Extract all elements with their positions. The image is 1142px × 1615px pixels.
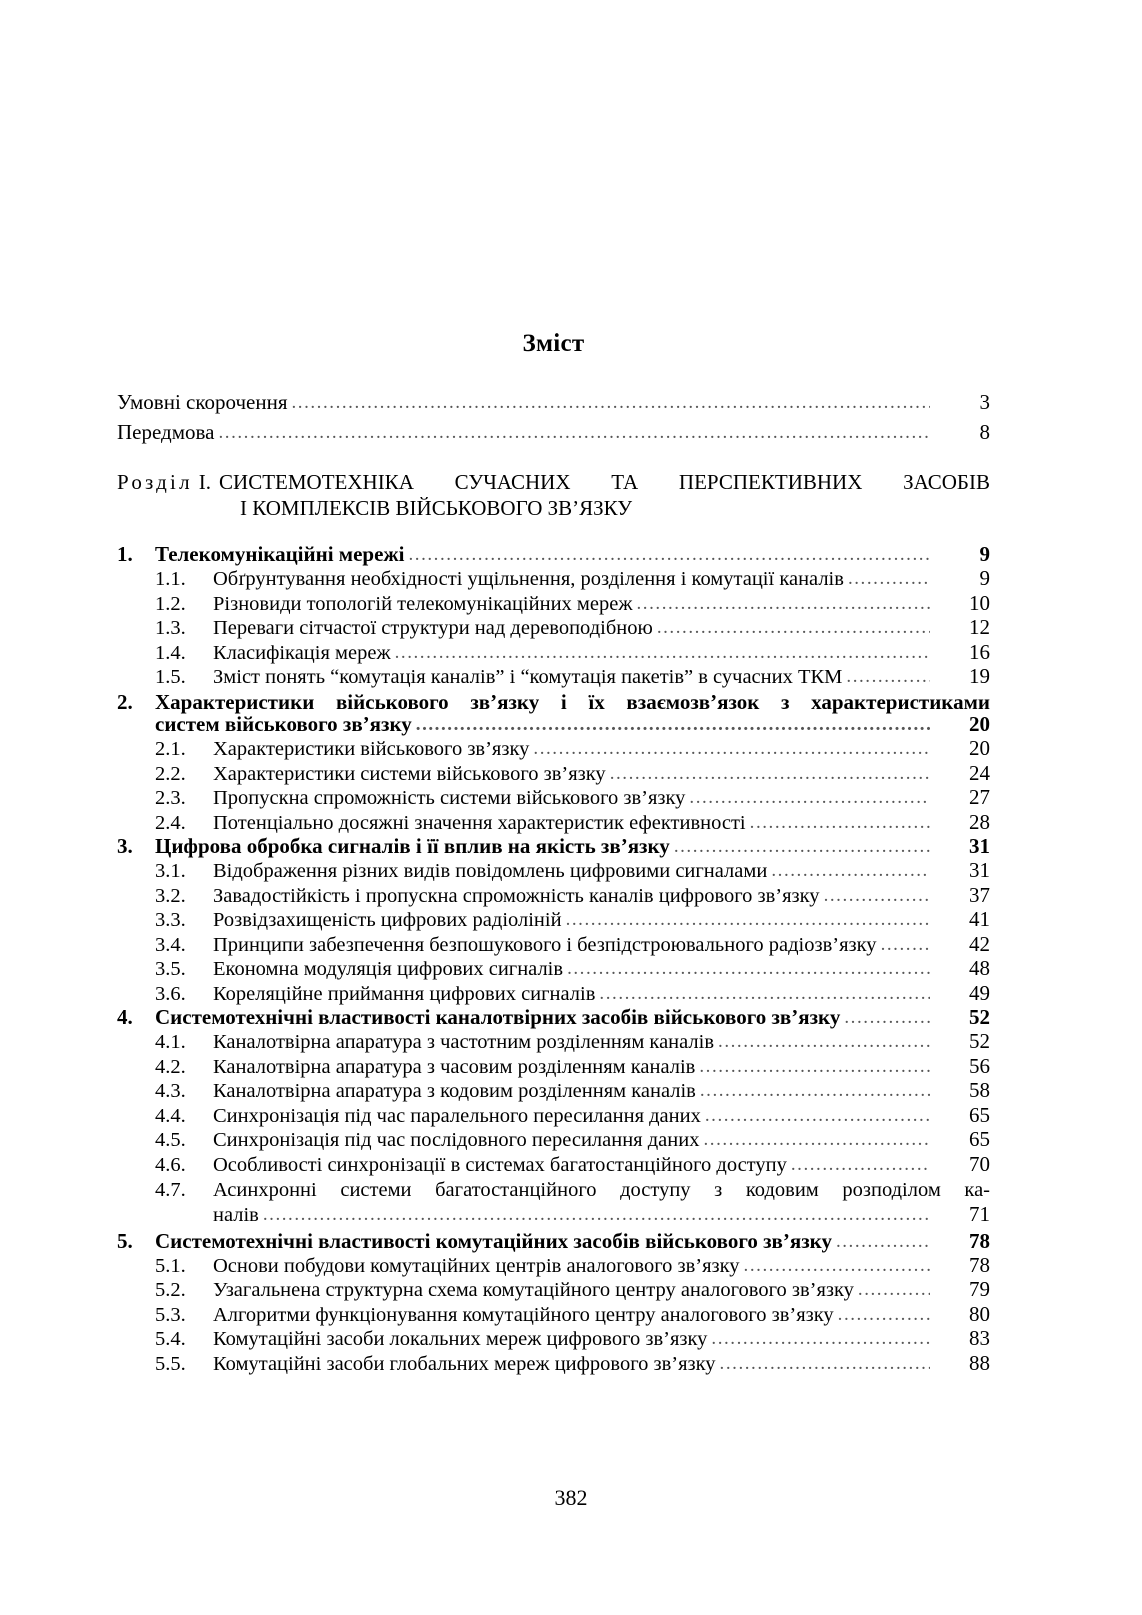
section-number: 4.6. xyxy=(155,1153,186,1176)
toc-entry-page: 3 xyxy=(979,389,990,414)
dot-leader xyxy=(637,593,931,614)
section-label: Відображення різних видів повідомлень цифровими сигналами xyxy=(213,860,768,883)
toc-section[interactable] xyxy=(117,1350,990,1375)
dot-leader xyxy=(771,860,930,881)
dot-leader xyxy=(744,1255,930,1276)
section-number: 5.3. xyxy=(155,1303,186,1326)
section-page: 78 xyxy=(969,1252,990,1277)
dot-leader xyxy=(699,1056,930,1077)
section-label: Каналотвірна апаратура з частотним розділенням каналів xyxy=(213,1031,715,1054)
section-page: 12 xyxy=(969,615,990,640)
dot-leader xyxy=(416,713,930,734)
part-kicker: Розділ xyxy=(117,469,193,494)
section-page: 16 xyxy=(969,639,990,664)
chapter-title-line-2 xyxy=(117,714,990,735)
section-number: 4.7. xyxy=(155,1179,186,1202)
dot-leader xyxy=(848,568,930,589)
dot-leader xyxy=(711,1328,930,1349)
chapter-number: 4. xyxy=(117,1005,133,1030)
chapter-page: 78 xyxy=(969,1228,990,1253)
section-page: 10 xyxy=(969,590,990,615)
section-number: 1.4. xyxy=(155,641,186,664)
toc-section[interactable] xyxy=(117,1102,990,1127)
chapter-number: 2. xyxy=(117,689,133,714)
section-number: 2.4. xyxy=(155,811,186,834)
section-page: 28 xyxy=(969,809,990,834)
section-number: 5.2. xyxy=(155,1279,186,1302)
section-label: Характеристики системи військового зв’язку xyxy=(213,762,606,785)
section-page: 71 xyxy=(969,1202,990,1227)
toc-content xyxy=(117,330,990,1377)
toc-chapter[interactable] xyxy=(117,1228,990,1253)
chapter-label-cont: систем військового зв’язку xyxy=(155,712,412,737)
dot-leader xyxy=(705,1105,930,1126)
dot-leader xyxy=(533,738,930,759)
section-page: 56 xyxy=(969,1053,990,1078)
toc-section[interactable] xyxy=(117,568,990,590)
section-page: 70 xyxy=(969,1151,990,1176)
toc-chapter[interactable] xyxy=(117,691,990,736)
chapter-label: Системотехнічні властивості каналотвірних засобів військового зв’язку xyxy=(155,1005,841,1030)
section-number: 2.1. xyxy=(155,738,186,761)
section-label: Пропускна спроможність системи військового зв’язку xyxy=(213,787,686,810)
dot-leader xyxy=(291,391,930,412)
chapter-title-line-1 xyxy=(117,691,990,715)
dot-leader xyxy=(838,1304,930,1325)
section-number: 3.3. xyxy=(155,909,186,932)
section-number: 1.3. xyxy=(155,617,186,640)
dot-leader xyxy=(720,1353,930,1374)
dot-leader xyxy=(791,1154,930,1175)
section-label: Каналотвірна апаратура з кодовим розділенням каналів xyxy=(213,1080,696,1103)
section-number: 5.1. xyxy=(155,1254,186,1277)
section-page: 58 xyxy=(969,1078,990,1103)
toc-chapter[interactable] xyxy=(117,836,990,857)
dot-leader xyxy=(657,617,930,638)
toc-section[interactable] xyxy=(117,666,990,688)
toc-entry-label: Передмова xyxy=(117,419,215,444)
toc-section[interactable] xyxy=(117,760,990,785)
section-page: 65 xyxy=(969,1127,990,1152)
section-page: 49 xyxy=(969,980,990,1005)
chapter-label: Системотехнічні властивості комутаційних засобів військового зв’язку xyxy=(155,1228,832,1253)
section-number: 4.5. xyxy=(155,1129,186,1152)
section-label: Завадостійкість і пропускна спроможність каналів цифрового зв’язку xyxy=(213,884,820,907)
section-page: 37 xyxy=(969,882,990,907)
toc-section[interactable] xyxy=(117,1301,990,1326)
section-label: Принципи забезпечення безпошукового і безпідстроювального радіозв’язку xyxy=(213,933,877,956)
section-number: 4.4. xyxy=(155,1104,186,1127)
dot-leader xyxy=(567,958,930,979)
section-number: 1.5. xyxy=(155,666,186,689)
section-label: Класифікація мереж xyxy=(213,641,391,664)
section-label: Алгоритми функціонування комутаційного центру аналогового зв’язку xyxy=(213,1303,834,1326)
dot-leader xyxy=(824,885,930,906)
section-label: Зміст понять “комутація каналів” і “комутація пакетів” в сучасних ТКМ xyxy=(213,666,843,689)
dot-leader xyxy=(881,934,930,955)
section-label: Асинхронні системи багатостанційного доступу з кодовим розподілом ка- xyxy=(213,1179,990,1202)
part-heading xyxy=(117,469,990,523)
dot-leader xyxy=(718,1031,930,1052)
page-footer: 382 xyxy=(554,1485,588,1510)
chapter-page: 20 xyxy=(969,712,990,737)
dot-leader xyxy=(844,1006,930,1027)
section-page: 20 xyxy=(969,736,990,761)
dot-leader xyxy=(566,909,930,930)
section-number: 5.5. xyxy=(155,1352,186,1375)
toc-section[interactable] xyxy=(117,1080,990,1102)
chapter-label: Характеристики військового зв’язку і їх взаємозв’язок з характеристиками xyxy=(155,689,990,714)
section-page: 83 xyxy=(969,1326,990,1351)
part-roman-numeral: I. xyxy=(198,469,212,494)
section-label: Узагальнена структурна схема комутаційного центру аналогового зв’язку xyxy=(213,1279,854,1302)
section-page: 42 xyxy=(969,931,990,956)
toc-entry-front-matter[interactable] xyxy=(117,389,990,414)
chapter-label: Цифрова обробка сигналів і її вплив на якість зв’язку xyxy=(155,834,670,859)
section-page: 52 xyxy=(969,1029,990,1054)
section-label: Комутаційні засоби локальних мереж цифрового зв’язку xyxy=(213,1328,708,1351)
section-label: Каналотвірна апаратура з часовим розділенням каналів xyxy=(213,1055,696,1078)
section-page: 48 xyxy=(969,956,990,981)
section-label: Потенціально досяжні значення характеристик ефективності xyxy=(213,811,746,834)
section-title-line-2 xyxy=(117,1202,990,1227)
dot-leader xyxy=(263,1202,930,1226)
section-number: 2.2. xyxy=(155,762,186,785)
section-number: 4.3. xyxy=(155,1080,186,1103)
dot-leader xyxy=(395,642,930,663)
chapter-page: 52 xyxy=(969,1005,990,1030)
section-label: Синхронізація під час паралельного пересилання даних xyxy=(213,1104,701,1127)
toc-section[interactable] xyxy=(117,590,990,615)
toc-section[interactable] xyxy=(117,1053,990,1078)
section-number: 1.2. xyxy=(155,592,186,615)
section-label: Переваги сітчастої структури над деревоподібною xyxy=(213,617,653,640)
section-number: 4.1. xyxy=(155,1031,186,1054)
toc-section[interactable] xyxy=(117,738,990,760)
part-heading-line-2: І КОМПЛЕКСІВ ВІЙСЬКОВОГО ЗВ’ЯЗКУ xyxy=(240,496,633,521)
dot-leader xyxy=(836,1230,930,1251)
section-page: 19 xyxy=(969,664,990,689)
toc-chapter[interactable] xyxy=(117,544,990,565)
section-title-line-1 xyxy=(117,1178,990,1202)
section-label: Економна модуляція цифрових сигналів xyxy=(213,958,564,981)
toc-section[interactable] xyxy=(117,980,990,1005)
section-number: 3.4. xyxy=(155,933,186,956)
toc-section[interactable] xyxy=(117,787,990,809)
toc-section[interactable] xyxy=(117,617,990,639)
section-page: 80 xyxy=(969,1301,990,1326)
toc-chapter[interactable] xyxy=(117,1007,990,1028)
toc-entry-front-matter[interactable] xyxy=(117,419,990,444)
toc-section[interactable] xyxy=(117,882,990,907)
section-label: Комутаційні засоби глобальних мереж цифрового зв’язку xyxy=(213,1352,716,1375)
section-number: 2.3. xyxy=(155,787,186,810)
toc-section[interactable] xyxy=(117,1151,990,1176)
chapter-number: 3. xyxy=(117,834,133,859)
section-number: 3.6. xyxy=(155,982,186,1005)
toc-section[interactable] xyxy=(117,909,990,931)
section-page: 41 xyxy=(969,907,990,932)
dot-leader xyxy=(674,835,930,856)
chapter-page: 9 xyxy=(979,542,990,567)
section-number: 3.1. xyxy=(155,860,186,883)
dot-leader xyxy=(218,421,930,442)
toc-section[interactable] xyxy=(117,1252,990,1277)
dot-leader xyxy=(610,763,930,784)
section-label: Синхронізація під час послідовного пересилання даних xyxy=(213,1129,700,1152)
section-page: 31 xyxy=(969,858,990,883)
chapter-number: 1. xyxy=(117,542,133,567)
dot-leader xyxy=(858,1279,930,1300)
section-page: 79 xyxy=(969,1277,990,1302)
dot-leader xyxy=(703,1129,930,1150)
section-number: 5.4. xyxy=(155,1328,186,1351)
dot-leader xyxy=(599,983,930,1004)
toc-section[interactable] xyxy=(117,1031,990,1053)
toc-section[interactable] xyxy=(117,809,990,834)
dot-leader xyxy=(750,812,930,833)
page-title: Зміст xyxy=(522,330,585,357)
section-label: Особливості синхронізації в системах багатостанційного доступу xyxy=(213,1153,787,1176)
section-label: Основи побудови комутаційних центрів аналогового зв’язку xyxy=(213,1254,740,1277)
toc-section[interactable] xyxy=(117,958,990,980)
section-label: Розвідзахищеність цифрових радіоліній xyxy=(213,909,562,932)
chapter-label: Телекомунікаційні мережі xyxy=(155,542,405,567)
section-number: 3.5. xyxy=(155,958,186,981)
section-number: 1.1. xyxy=(155,568,186,591)
section-label: Характеристики військового зв’язку xyxy=(213,738,530,761)
dot-leader xyxy=(846,666,930,687)
toc-entry-page: 8 xyxy=(979,419,990,444)
section-page: 65 xyxy=(969,1102,990,1127)
section-number: 3.2. xyxy=(155,884,186,907)
section-page: 27 xyxy=(969,785,990,810)
section-page: 88 xyxy=(969,1350,990,1375)
section-page: 9 xyxy=(979,566,990,591)
part-heading-text-1: СИСТЕМОТЕХНІКА СУЧАСНИХ ТА ПЕРСПЕКТИВНИХ ЗАСОБІВ xyxy=(219,469,990,494)
toc-section[interactable] xyxy=(117,1178,990,1228)
section-label: Різновиди топологій телекомунікаційних мереж xyxy=(213,592,633,615)
toc-entry-label: Умовні скорочення xyxy=(117,389,288,414)
dot-leader xyxy=(408,543,930,564)
toc-section[interactable] xyxy=(117,1129,990,1151)
toc-section[interactable] xyxy=(117,639,990,664)
section-label-cont: налів xyxy=(213,1204,259,1227)
chapter-page: 31 xyxy=(969,834,990,859)
dot-leader xyxy=(689,787,930,808)
toc-section[interactable] xyxy=(117,1279,990,1301)
part-heading-line-1 xyxy=(117,469,990,496)
toc-section[interactable] xyxy=(117,931,990,956)
section-label: Обґрунтування необхідності ущільнення, розділення і комутації каналів xyxy=(213,568,844,591)
toc-section[interactable] xyxy=(117,860,990,882)
section-number: 4.2. xyxy=(155,1055,186,1078)
section-page: 24 xyxy=(969,760,990,785)
section-label: Кореляційне приймання цифрових сигналів xyxy=(213,982,596,1005)
chapter-number: 5. xyxy=(117,1228,133,1253)
dot-leader xyxy=(700,1080,930,1101)
toc-section[interactable] xyxy=(117,1328,990,1350)
